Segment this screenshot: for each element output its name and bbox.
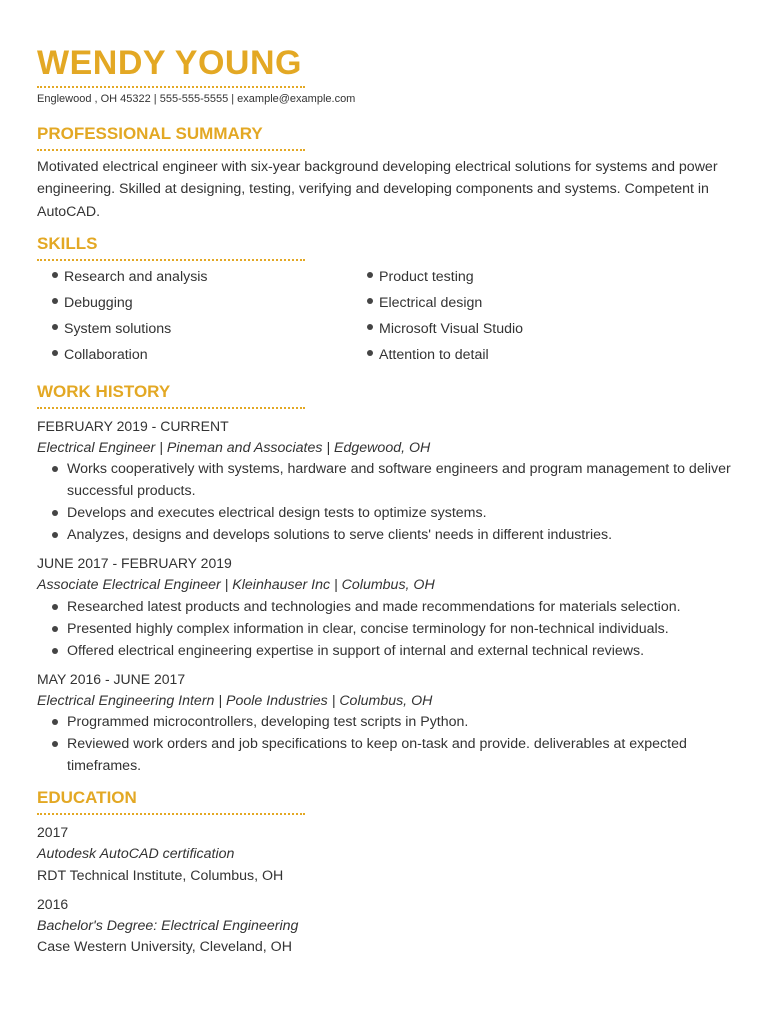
skill-item: Attention to detail [367, 347, 489, 363]
list-item: Offered electrical engineering expertise in support of internal and external technical reviews. [52, 640, 752, 662]
work-history-heading: WORK HISTORY [37, 382, 171, 401]
skill-item: System solutions [52, 321, 171, 337]
education-heading: EDUCATION [37, 788, 137, 807]
education-degree: Autodesk AutoCAD certification [37, 846, 235, 862]
skills-heading: SKILLS [37, 234, 98, 253]
bullet-icon [52, 532, 58, 538]
education-year: 2016 [37, 896, 69, 912]
job-title: Electrical Engineering Intern | Poole Industries | Columbus, OH [37, 693, 433, 709]
list-item: Reviewed work orders and job specifications to keep on-task and provide. deliverables at expected timeframes. [52, 733, 752, 777]
skill-item: Debugging [52, 295, 133, 311]
job-responsibilities [52, 458, 752, 546]
bullet-icon [52, 324, 58, 330]
bullet-icon [52, 719, 58, 725]
job-responsibilities [52, 596, 752, 662]
job-dates: FEBRUARY 2019 - CURRENT [37, 418, 229, 434]
skill-item: Electrical design [367, 295, 482, 311]
bullet-icon [367, 350, 373, 356]
bullet-icon [52, 272, 58, 278]
bullet-icon [52, 510, 58, 516]
bullet-icon [367, 324, 373, 330]
education-school: Case Western University, Cleveland, OH [37, 939, 292, 955]
list-item: Works cooperatively with systems, hardware and software engineers and program management to deliver successful products. [52, 458, 752, 502]
bullet-icon [52, 350, 58, 356]
candidate-name: WENDY YOUNG [37, 44, 302, 82]
skills-divider [37, 259, 305, 261]
bullet-icon [52, 298, 58, 304]
summary-divider [37, 149, 305, 151]
work-history-divider [37, 407, 305, 409]
name-divider [37, 86, 305, 88]
skill-item: Product testing [367, 269, 474, 285]
job-dates: JUNE 2017 - FEBRUARY 2019 [37, 555, 232, 571]
bullet-icon [52, 466, 58, 472]
list-item: Analyzes, designs and develops solutions to serve clients' needs in different industries. [52, 524, 752, 546]
job-responsibilities [52, 711, 752, 777]
job-dates: MAY 2016 - JUNE 2017 [37, 671, 186, 687]
skill-item: Microsoft Visual Studio [367, 321, 523, 337]
contact-info: Englewood , OH 45322 | 555-555-5555 | example@example.com [37, 93, 356, 105]
summary-heading: PROFESSIONAL SUMMARY [37, 124, 263, 143]
education-degree: Bachelor's Degree: Electrical Engineering [37, 918, 299, 934]
job-title: Associate Electrical Engineer | Kleinhauser Inc | Columbus, OH [37, 577, 435, 593]
job-title: Electrical Engineer | Pineman and Associates | Edgewood, OH [37, 440, 431, 456]
bullet-icon [52, 741, 58, 747]
bullet-icon [52, 648, 58, 654]
list-item: Researched latest products and technologies and made recommendations for materials selection. [52, 596, 752, 618]
bullet-icon [52, 604, 58, 610]
education-school: RDT Technical Institute, Columbus, OH [37, 868, 284, 884]
skill-item: Collaboration [52, 347, 148, 363]
bullet-icon [52, 626, 58, 632]
education-year: 2017 [37, 824, 69, 840]
list-item: Presented highly complex information in clear, concise terminology for non-technical individuals. [52, 618, 752, 640]
skill-item: Research and analysis [52, 269, 208, 285]
summary-text: Motivated electrical engineer with six-year background developing electrical solutions for systems and power engineering. Skilled at designing, testing, verifying and developing components and systems. Competent in AutoCAD. [37, 159, 718, 220]
bullet-icon [367, 298, 373, 304]
bullet-icon [367, 272, 373, 278]
list-item: Programmed microcontrollers, developing test scripts in Python. [52, 711, 752, 733]
list-item: Develops and executes electrical design tests to optimize systems. [52, 502, 752, 524]
education-divider [37, 813, 305, 815]
